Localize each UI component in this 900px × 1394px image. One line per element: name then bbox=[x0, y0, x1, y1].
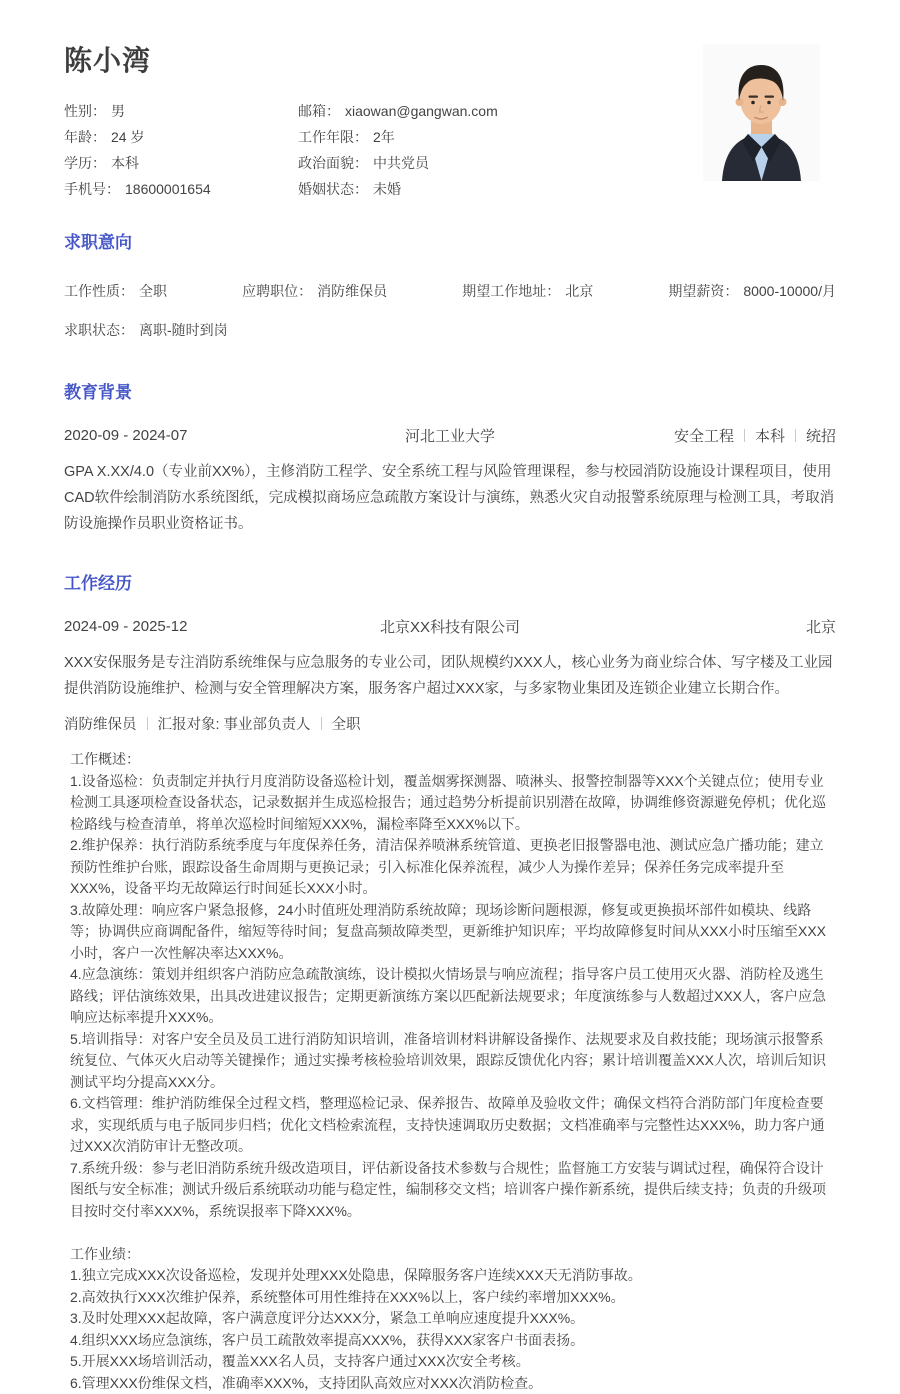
job-intention-row bbox=[64, 281, 836, 301]
achievement-item: 6.管理XXX份维保文档，准确率XXX%，支持团队高效应对XXX次消防检查。 bbox=[70, 1373, 836, 1394]
field-marital-status: 婚姻状态： 未婚 bbox=[298, 176, 498, 202]
field-gender: 性别： 男 bbox=[64, 98, 298, 124]
overview-item: 3.故障处理：响应客户紧急报修，24小时值班处理消防系统故障；现场诊断问题根源，修复或更换损坏部件如模块、线路等；协调供应商调配备件，缩短等待时间；复盘高频故障类型，更新维护知识库；平均故障修复时间从XXX小时压缩至XXX小时，客户一次性解决率达XXX%。 bbox=[70, 900, 836, 965]
work-position-row bbox=[64, 713, 836, 734]
achievement-item: 3.及时处理XXX起故障，客户满意度评分达XXX分，紧急工单响应速度提升XXX%。 bbox=[70, 1308, 836, 1330]
job-intention-title: 求职意向 bbox=[64, 228, 836, 253]
profile-photo bbox=[703, 44, 820, 181]
overview-item: 6.文档管理：维护消防维保全过程文档，整理巡检记录、保养报告、故障单及验收文件；确保文档符合消防部门年度检查要求，实现纸质与电子版同步归档；优化文档检索流程，支持快速调取历史数据；文档准确率与完整性达XXX%，助力客户通过XXX次消防审计无整改项。 bbox=[70, 1093, 836, 1158]
field-target-position: 应聘职位： 消防维保员 bbox=[242, 281, 387, 301]
education-school: 河北工业大学 bbox=[289, 425, 611, 446]
education-meta bbox=[611, 425, 836, 446]
overview-item: 1.设备巡检：负责制定并执行月度消防设备巡检计划，覆盖烟雾探测器、喷淋头、报警控制器等XXX个关键点位；使用专业检测工具逐项检查设备状态，记录数据并生成巡检报告；通过趋势分析提前识别潜在故障，协调维修资源避免停机；优化巡检路线与检查清单，将单次巡检时间缩短XXX%，漏检率降至XXX%以下。 bbox=[70, 771, 836, 836]
field-political-status: 政治面貌： 中共党员 bbox=[298, 150, 498, 176]
spacer bbox=[70, 1222, 836, 1244]
education-period: 2020-09 - 2024-07 bbox=[64, 427, 289, 444]
section-job-intention bbox=[64, 228, 836, 340]
section-education bbox=[64, 378, 836, 537]
field-email: 邮箱： xiaowan@gangwan.com bbox=[298, 98, 498, 124]
overview-item: 2.维护保养：执行消防系统季度与年度保养任务，清洁保养喷淋系统管道、更换老旧报警器电池、测试应急广播功能；建立预防性维护台账，跟踪设备生命周期与更换记录；引入标准化保养流程，减少人为操作差异；保养任务完成率提升至XXX%，设备平均无故障运行时间延长XXX小时。 bbox=[70, 835, 836, 900]
candidate-name: 陈小湾 bbox=[64, 44, 498, 77]
overview-item: 4.应急演练：策划并组织客户消防应急疏散演练，设计模拟火情场景与响应流程；指导客户员工使用灭火器、消防栓及逃生路线；评估演练效果，出具改进建议报告；定期更新演练方案以匹配新法规要求；年度演练参与人数超过XXX人，客户应急响应达标率提升XXX%。 bbox=[70, 964, 836, 1029]
divider bbox=[795, 429, 796, 442]
field-age: 年龄： 24 岁 bbox=[64, 124, 298, 150]
field-education-level: 学历： 本科 bbox=[64, 150, 298, 176]
divider bbox=[744, 429, 745, 442]
work-employment-type: 全职 bbox=[332, 713, 361, 734]
achievement-item: 4.组织XXX场应急演练，客户员工疏散效率提高XXX%，获得XXX家客户书面表扬。 bbox=[70, 1330, 836, 1352]
work-details bbox=[64, 749, 836, 1394]
headshot-illustration bbox=[703, 44, 820, 181]
education-enrollment-type: 统招 bbox=[806, 425, 836, 446]
field-target-location: 期望工作地址： 北京 bbox=[462, 281, 593, 301]
overview-item: 5.培训指导：对客户安全员及员工进行消防知识培训，准备培训材料讲解设备操作、法规要求及自救技能；现场演示报警系统复位、气体灭火启动等关键操作；通过实操考核检验培训效果，跟踪反馈优化内容；累计培训覆盖XXX人次，培训后知识测试平均分提高XXX分。 bbox=[70, 1029, 836, 1094]
field-job-status: 求职状态： 离职-随时到岗 bbox=[64, 322, 228, 338]
section-work-experience bbox=[64, 569, 836, 1394]
job-intention-row-2 bbox=[64, 320, 836, 340]
education-entry-header bbox=[64, 425, 836, 446]
work-report-to: 汇报对象: 事业部负责人 bbox=[158, 713, 311, 734]
field-phone: 手机号： 18600001654 bbox=[64, 176, 298, 202]
work-experience-title: 工作经历 bbox=[64, 569, 836, 594]
field-job-nature: 工作性质： 全职 bbox=[64, 281, 167, 301]
achievement-item: 2.高效执行XXX次维护保养，系统整体可用性维持在XXX%以上，客户续约率增加XXX%。 bbox=[70, 1287, 836, 1309]
divider bbox=[321, 717, 322, 730]
work-location: 北京 bbox=[611, 616, 836, 637]
education-degree: 本科 bbox=[755, 425, 785, 446]
company-description: XXX安保服务是专注消防系统维保与应急服务的专业公司，团队规模约XXX人，核心业务为商业综合体、写字楼及工业园提供消防设施维护、检测与安全管理解决方案，服务客户超过XXX家，与多家物业集团及连锁企业建立长期合作。 bbox=[64, 650, 836, 702]
overview-item: 7.系统升级：参与老旧消防系统升级改造项目，评估新设备技术参数与合规性；监督施工方安装与调试过程，确保符合设计图纸与安全标准；测试升级后系统联动功能与稳定性，编制移交文档；培训客户操作新系统，提供后续支持；负责的升级项目按时交付率XXX%，系统误报率下降XXX%。 bbox=[70, 1158, 836, 1223]
resume-header bbox=[64, 44, 836, 202]
overview-title: 工作概述： bbox=[70, 749, 836, 771]
achievements-title: 工作业绩： bbox=[70, 1244, 836, 1266]
work-position: 消防维保员 bbox=[64, 713, 137, 734]
profile-info-grid bbox=[64, 98, 498, 202]
divider bbox=[147, 717, 148, 730]
education-title: 教育背景 bbox=[64, 378, 836, 403]
education-description: GPA X.XX/4.0（专业前XX%），主修消防工程学、安全系统工程与风险管理课程，参与校园消防设施设计课程项目，使用CAD软件绘制消防水系统图纸，完成模拟商场应急疏散方案设计与演练，熟悉火灾自动报警系统原理与检测工具，考取消防设施操作员职业资格证书。 bbox=[64, 459, 836, 537]
field-years-of-experience: 工作年限： 2年 bbox=[298, 124, 498, 150]
achievement-item: 1.独立完成XXX次设备巡检，发现并处理XXX处隐患，保障服务客户连续XXX天无消防事故。 bbox=[70, 1265, 836, 1287]
field-expected-salary: 期望薪资： 8000-10000/月 bbox=[668, 281, 836, 301]
achievement-item: 5.开展XXX场培训活动，覆盖XXX名人员，支持客户通过XXX次安全考核。 bbox=[70, 1351, 836, 1373]
header-left bbox=[64, 44, 498, 202]
education-major: 安全工程 bbox=[674, 425, 734, 446]
work-company: 北京XX科技有限公司 bbox=[289, 616, 611, 637]
work-period: 2024-09 - 2025-12 bbox=[64, 618, 289, 635]
work-entry-header bbox=[64, 616, 836, 637]
